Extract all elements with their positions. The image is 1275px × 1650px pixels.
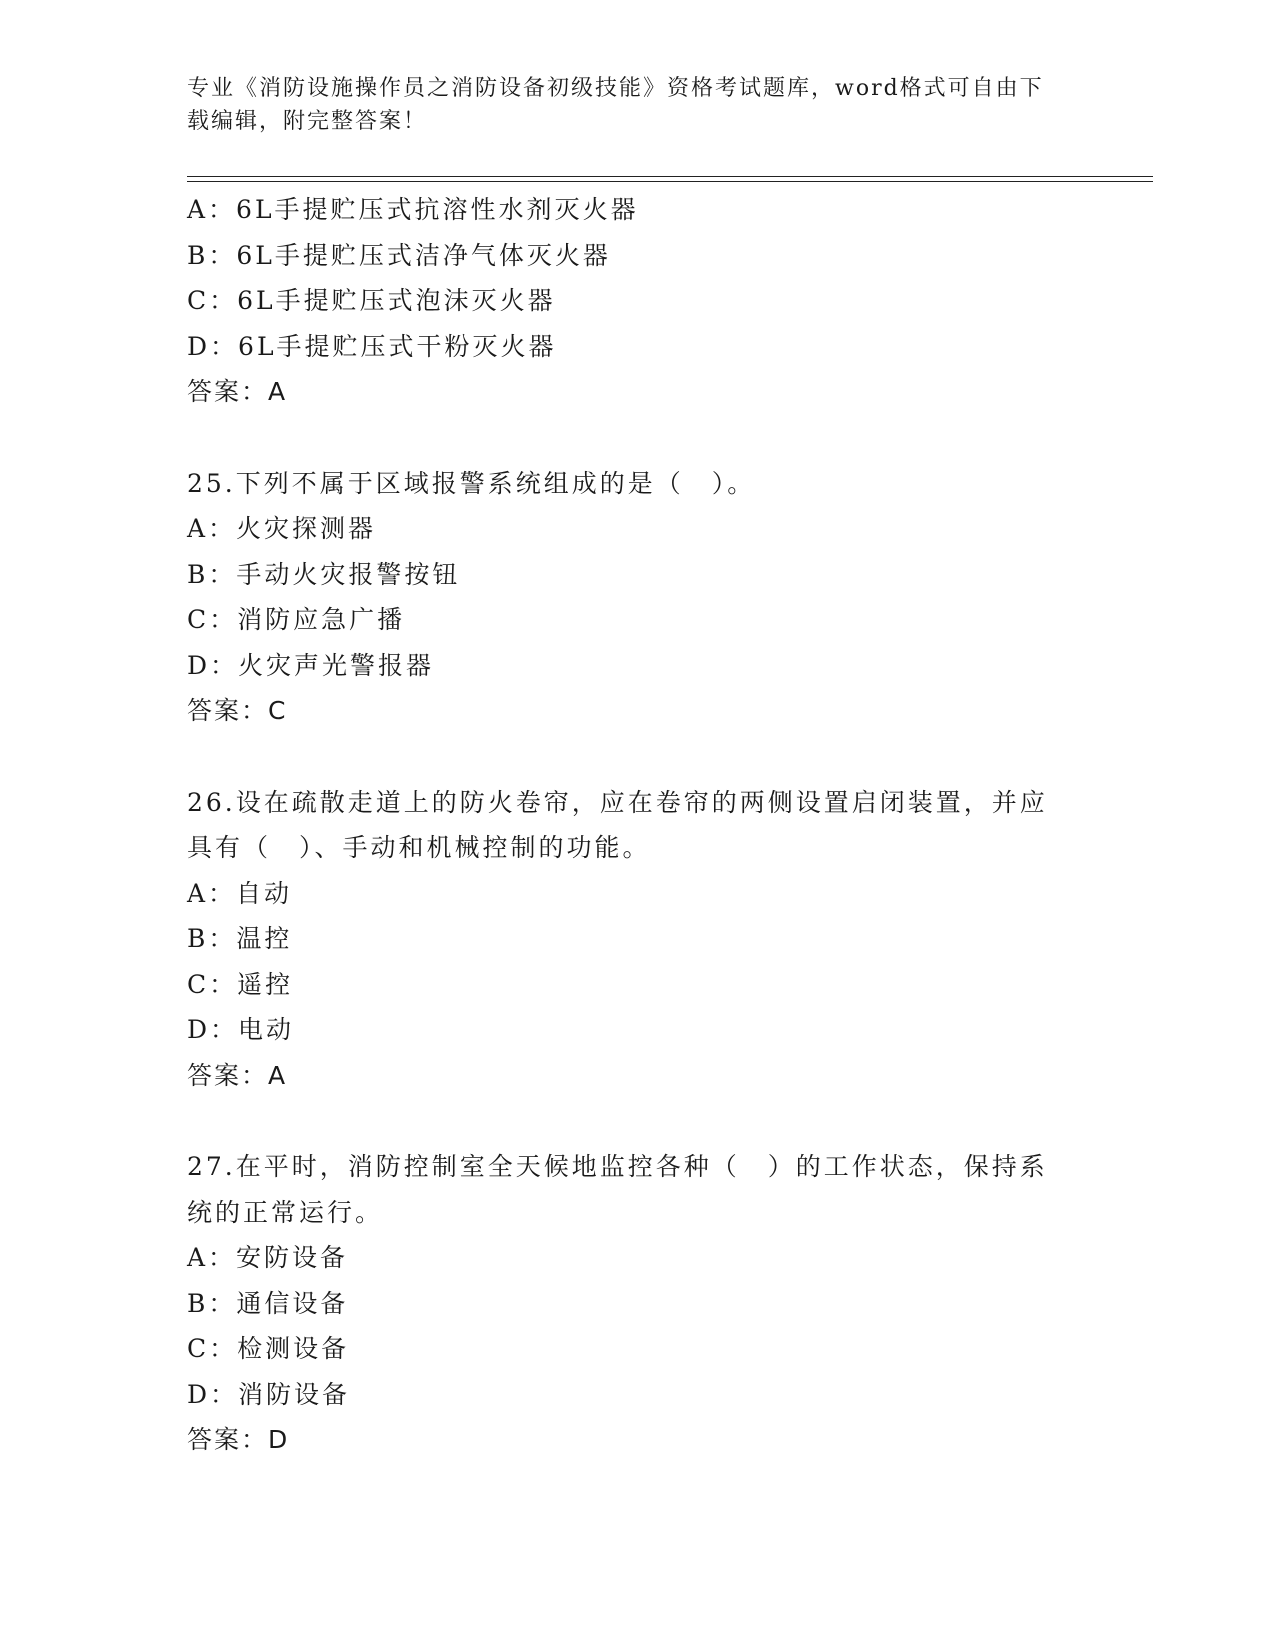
option-c: C：遥控	[187, 969, 294, 999]
option-d: D：电动	[187, 1015, 295, 1044]
option-a: A：安防设备	[187, 1243, 349, 1272]
option-d: D：火灾声光警报器	[187, 650, 435, 680]
header-rule-bottom	[187, 181, 1153, 182]
option-c: C：6L手提贮压式泡沫灭火器	[187, 286, 556, 315]
question-26	[187, 780, 1087, 1099]
answer-line: 答案：A	[187, 1060, 288, 1090]
option-b: B：温控	[187, 924, 293, 953]
option-b: B：通信设备	[187, 1288, 349, 1318]
spacer	[187, 1098, 1087, 1144]
question-24	[187, 187, 1087, 415]
question-27	[187, 1144, 1087, 1463]
spacer	[187, 734, 1087, 780]
option-a: A：火灾探测器	[187, 514, 377, 543]
question-stem: 26.设在疏散走道上的防火卷帘，应在卷帘的两侧设置启闭装置，并应具有（ ）、手动和机械控制的功能。	[187, 787, 1048, 862]
question-25	[187, 461, 1087, 734]
spacer	[187, 415, 1087, 461]
answer-line: 答案：D	[187, 1425, 290, 1454]
answer-line: 答案：C	[187, 696, 288, 725]
question-stem: 27.在平时，消防控制室全天候地监控各种（ ）的工作状态，保持系统的正常运行。	[187, 1152, 1048, 1227]
option-a: A：自动	[187, 878, 293, 908]
option-c: C：检测设备	[187, 1334, 350, 1363]
header-rule-top	[187, 176, 1153, 177]
option-c: C：消防应急广播	[187, 605, 406, 634]
option-d: D：6L手提贮压式干粉灭火器	[187, 331, 557, 361]
option-d: D：消防设备	[187, 1379, 351, 1409]
document-header: 专业《消防设施操作员之消防设备初级技能》资格考试题库，word格式可自由下载编辑，附完整答案！	[187, 76, 1044, 134]
question-stem: 25.下列不属于区域报警系统组成的是（ ）。	[187, 468, 756, 498]
option-b: B：6L手提贮压式洁净气体灭火器	[187, 240, 611, 270]
question-list	[187, 187, 1087, 1463]
option-a: A：6L手提贮压式抗溶性水剂灭火器	[187, 195, 639, 224]
option-b: B：手动火灾报警按钮	[187, 559, 461, 589]
answer-line: 答案：A	[187, 377, 288, 406]
